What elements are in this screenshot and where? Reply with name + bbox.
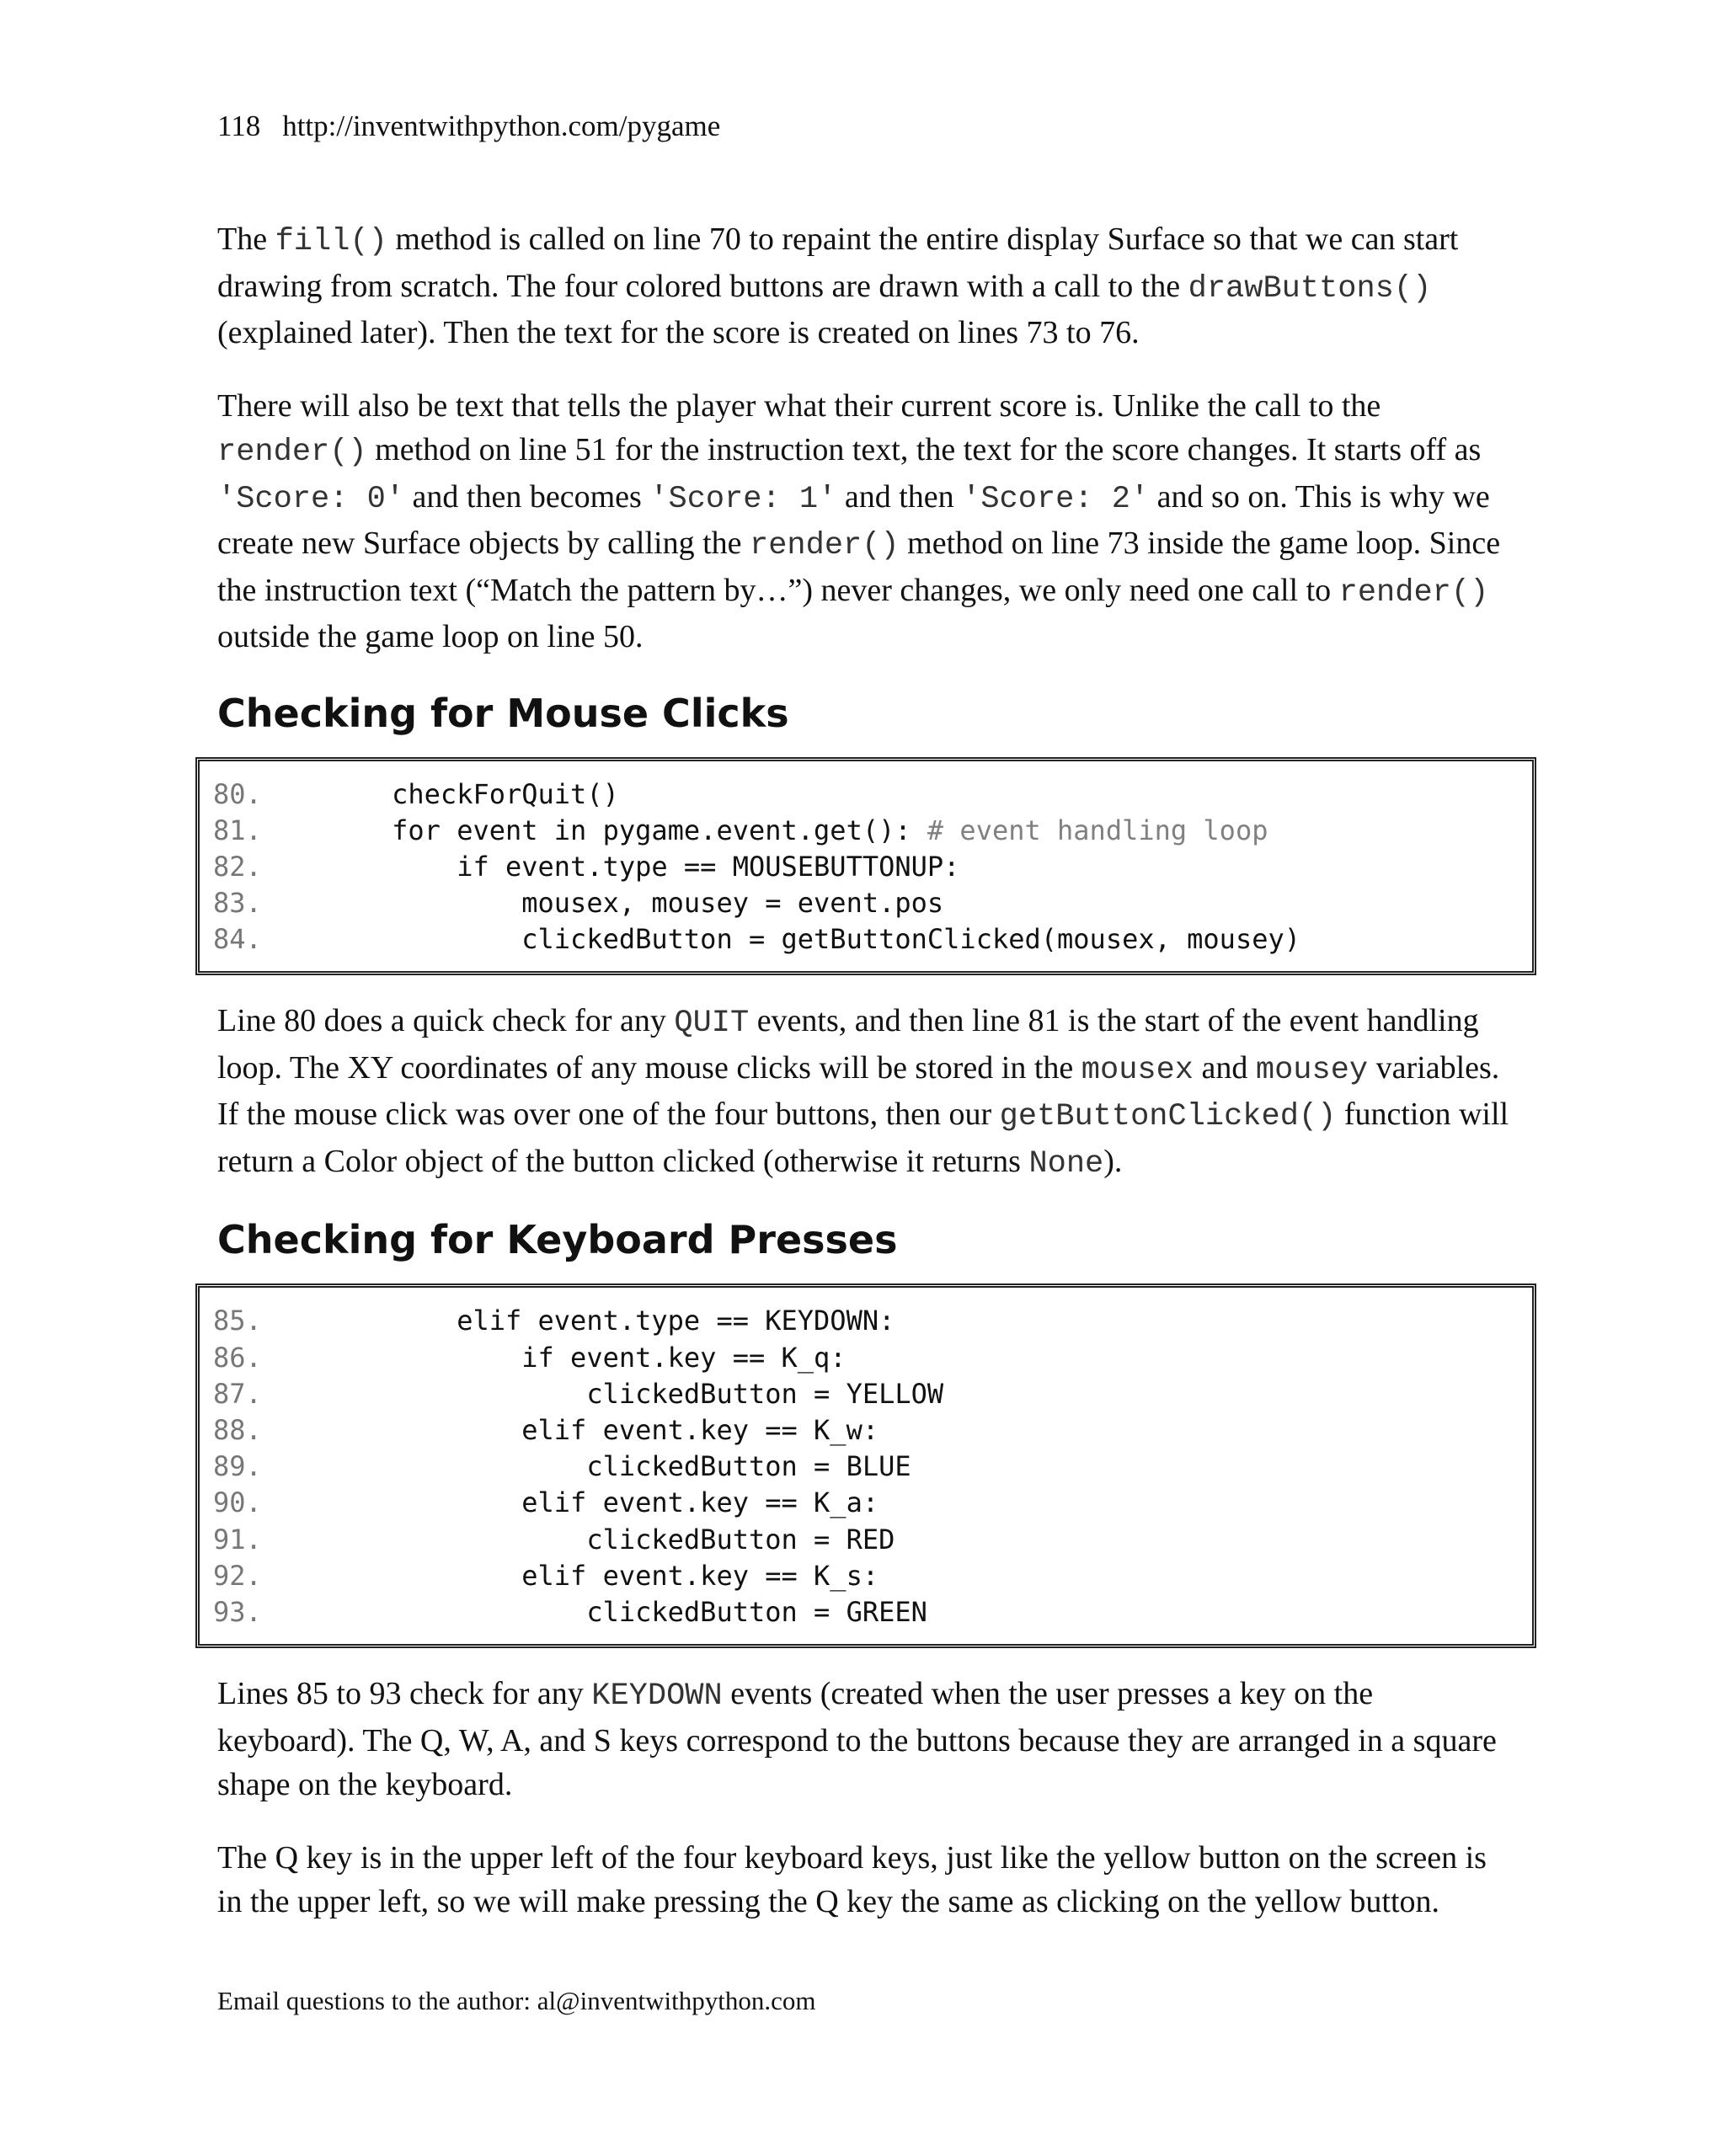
inline-code: None — [1028, 1145, 1104, 1182]
paragraph-q-key — [217, 1836, 1514, 1924]
code-line — [200, 813, 1532, 849]
text-run: (explained later). Then the text for the score is created on lines 73 to 76. — [217, 315, 1140, 350]
inline-code: mousex — [1081, 1052, 1194, 1088]
code-text: clickedButton = BLUE — [262, 1450, 911, 1483]
inline-code: mousey — [1255, 1052, 1369, 1088]
code-line — [200, 921, 1532, 958]
code-text: elif event.type == KEYDOWN: — [262, 1305, 895, 1337]
code-text: elif event.key == K_s: — [262, 1559, 879, 1592]
code-text: clickedButton = RED — [262, 1523, 895, 1556]
text-run: function will return a Color object of the button clicked (otherwise it returns — [217, 1097, 1509, 1179]
line-number: 81. — [213, 814, 262, 846]
text-run: outside the game loop on line 50. — [217, 619, 644, 654]
text-run: method on line 73 inside the game loop. Since the instruction text (“Match the pattern by…”) never changes, we only need one call to — [217, 526, 1501, 608]
paragraph-fill-method — [217, 217, 1514, 355]
code-text: clickedButton = getButtonClicked(mousex, mousey) — [262, 923, 1300, 956]
code-line — [200, 1449, 1532, 1485]
paragraph-mouse-explanation — [217, 999, 1514, 1186]
code-line — [200, 1340, 1532, 1376]
page-header — [217, 106, 720, 147]
code-line — [200, 849, 1532, 885]
text-run: events, and then line 81 is the start of the event handling loop. The XY coordinates of any mouse clicks will be stored in the — [217, 1003, 1479, 1086]
text-run: There will also be text that tells the player what their current score is. Unlike the call to the — [217, 387, 1381, 424]
code-text: if event.type == MOUSEBUTTONUP: — [262, 850, 960, 883]
code-line — [200, 1412, 1532, 1449]
code-line — [200, 1303, 1532, 1339]
inline-code: drawButtons() — [1188, 270, 1432, 307]
code-line — [200, 1558, 1532, 1594]
line-number: 92. — [213, 1559, 262, 1592]
text-run: Line 80 does a quick check for any — [217, 1003, 675, 1039]
code-line — [200, 776, 1532, 813]
code-text: checkForQuit() — [262, 777, 619, 810]
inline-code: KEYDOWN — [591, 1678, 723, 1715]
text-run: The — [217, 221, 275, 257]
code-text: elif event.key == K_w: — [262, 1414, 879, 1446]
code-line — [200, 1522, 1532, 1558]
line-number: 82. — [213, 850, 262, 883]
inline-code: 'Score: 1' — [649, 481, 837, 517]
page-content — [213, 217, 1514, 1953]
header-url: http://inventwithpython.com/pygame — [282, 109, 721, 142]
text-run: ). — [1103, 1143, 1123, 1179]
text-run: events (created when the user presses a key on the keyboard). The Q, W, A, and S keys correspond to the buttons because they are arranged in a square shape on the keyboard. — [217, 1676, 1497, 1803]
paragraph-keydown-explanation — [217, 1672, 1514, 1807]
code-text: if event.key == K_q: — [262, 1341, 846, 1374]
line-number: 80. — [213, 777, 262, 810]
inline-code: 'Score: 0' — [217, 481, 405, 517]
section-heading-keyboard-presses: Checking for Keyboard Presses — [217, 1217, 898, 1263]
line-number: 83. — [213, 887, 262, 920]
inline-code: fill() — [275, 224, 387, 259]
text-run: The Q key is in the upper left of the four keyboard keys, just like the yellow button on the screen is in the upper left, so we will make pressing the Q key the same as clicking on the yellow button. — [217, 1839, 1487, 1920]
inline-code: 'Score: 2' — [962, 481, 1150, 517]
text-run: and so on. This is why we create new Surface objects by calling the — [217, 478, 1490, 561]
line-number: 86. — [213, 1341, 262, 1374]
inline-code: render() — [1338, 574, 1489, 611]
text-run: method is called on line 70 to repaint the entire display Surface so that we can start drawing from scratch. The four colored buttons are drawn with a call to the — [217, 221, 1459, 304]
text-run: Lines 85 to 93 check for any — [217, 1676, 592, 1712]
inline-code: QUIT — [674, 1006, 750, 1042]
code-line — [200, 1376, 1532, 1412]
code-text: clickedButton = GREEN — [262, 1595, 927, 1628]
code-text: elif event.key == K_a: — [262, 1486, 879, 1519]
text-run: and — [1194, 1049, 1256, 1086]
line-number: 84. — [213, 923, 262, 956]
text-run: variables. If the mouse click was over one of the four buttons, then our — [217, 1049, 1500, 1133]
line-number: 91. — [213, 1523, 262, 1556]
text-run: and then becomes — [404, 478, 650, 515]
page-number: 118 — [217, 109, 261, 142]
code-block-mouse-clicks — [195, 757, 1536, 976]
code-text: mousex, mousey = event.pos — [262, 887, 944, 920]
code-text: for event in pygame.event.get(): — [262, 814, 927, 846]
code-line — [200, 1594, 1532, 1630]
code-line — [200, 885, 1532, 921]
inline-code: render() — [750, 528, 900, 563]
line-number: 87. — [213, 1377, 262, 1410]
inline-code: render() — [217, 435, 367, 470]
section-heading-mouse-clicks: Checking for Mouse Clicks — [217, 690, 789, 736]
line-number: 93. — [213, 1595, 262, 1628]
code-line — [200, 1485, 1532, 1521]
page-footer: Email questions to the author: al@inventwithpython.com — [217, 1986, 816, 2015]
text-run: method on line 51 for the instruction text, the text for the score changes. It starts off as — [366, 432, 1482, 467]
inline-code: getButtonClicked() — [999, 1099, 1337, 1135]
paragraph-score-text — [217, 384, 1514, 659]
code-comment: # event handling loop — [927, 814, 1268, 846]
code-block-keyboard-presses — [195, 1283, 1536, 1648]
text-run: and then — [836, 478, 963, 515]
line-number: 85. — [213, 1305, 262, 1337]
line-number: 90. — [213, 1486, 262, 1519]
line-number: 89. — [213, 1450, 262, 1483]
code-text: clickedButton = YELLOW — [262, 1377, 944, 1410]
line-number: 88. — [213, 1414, 262, 1446]
